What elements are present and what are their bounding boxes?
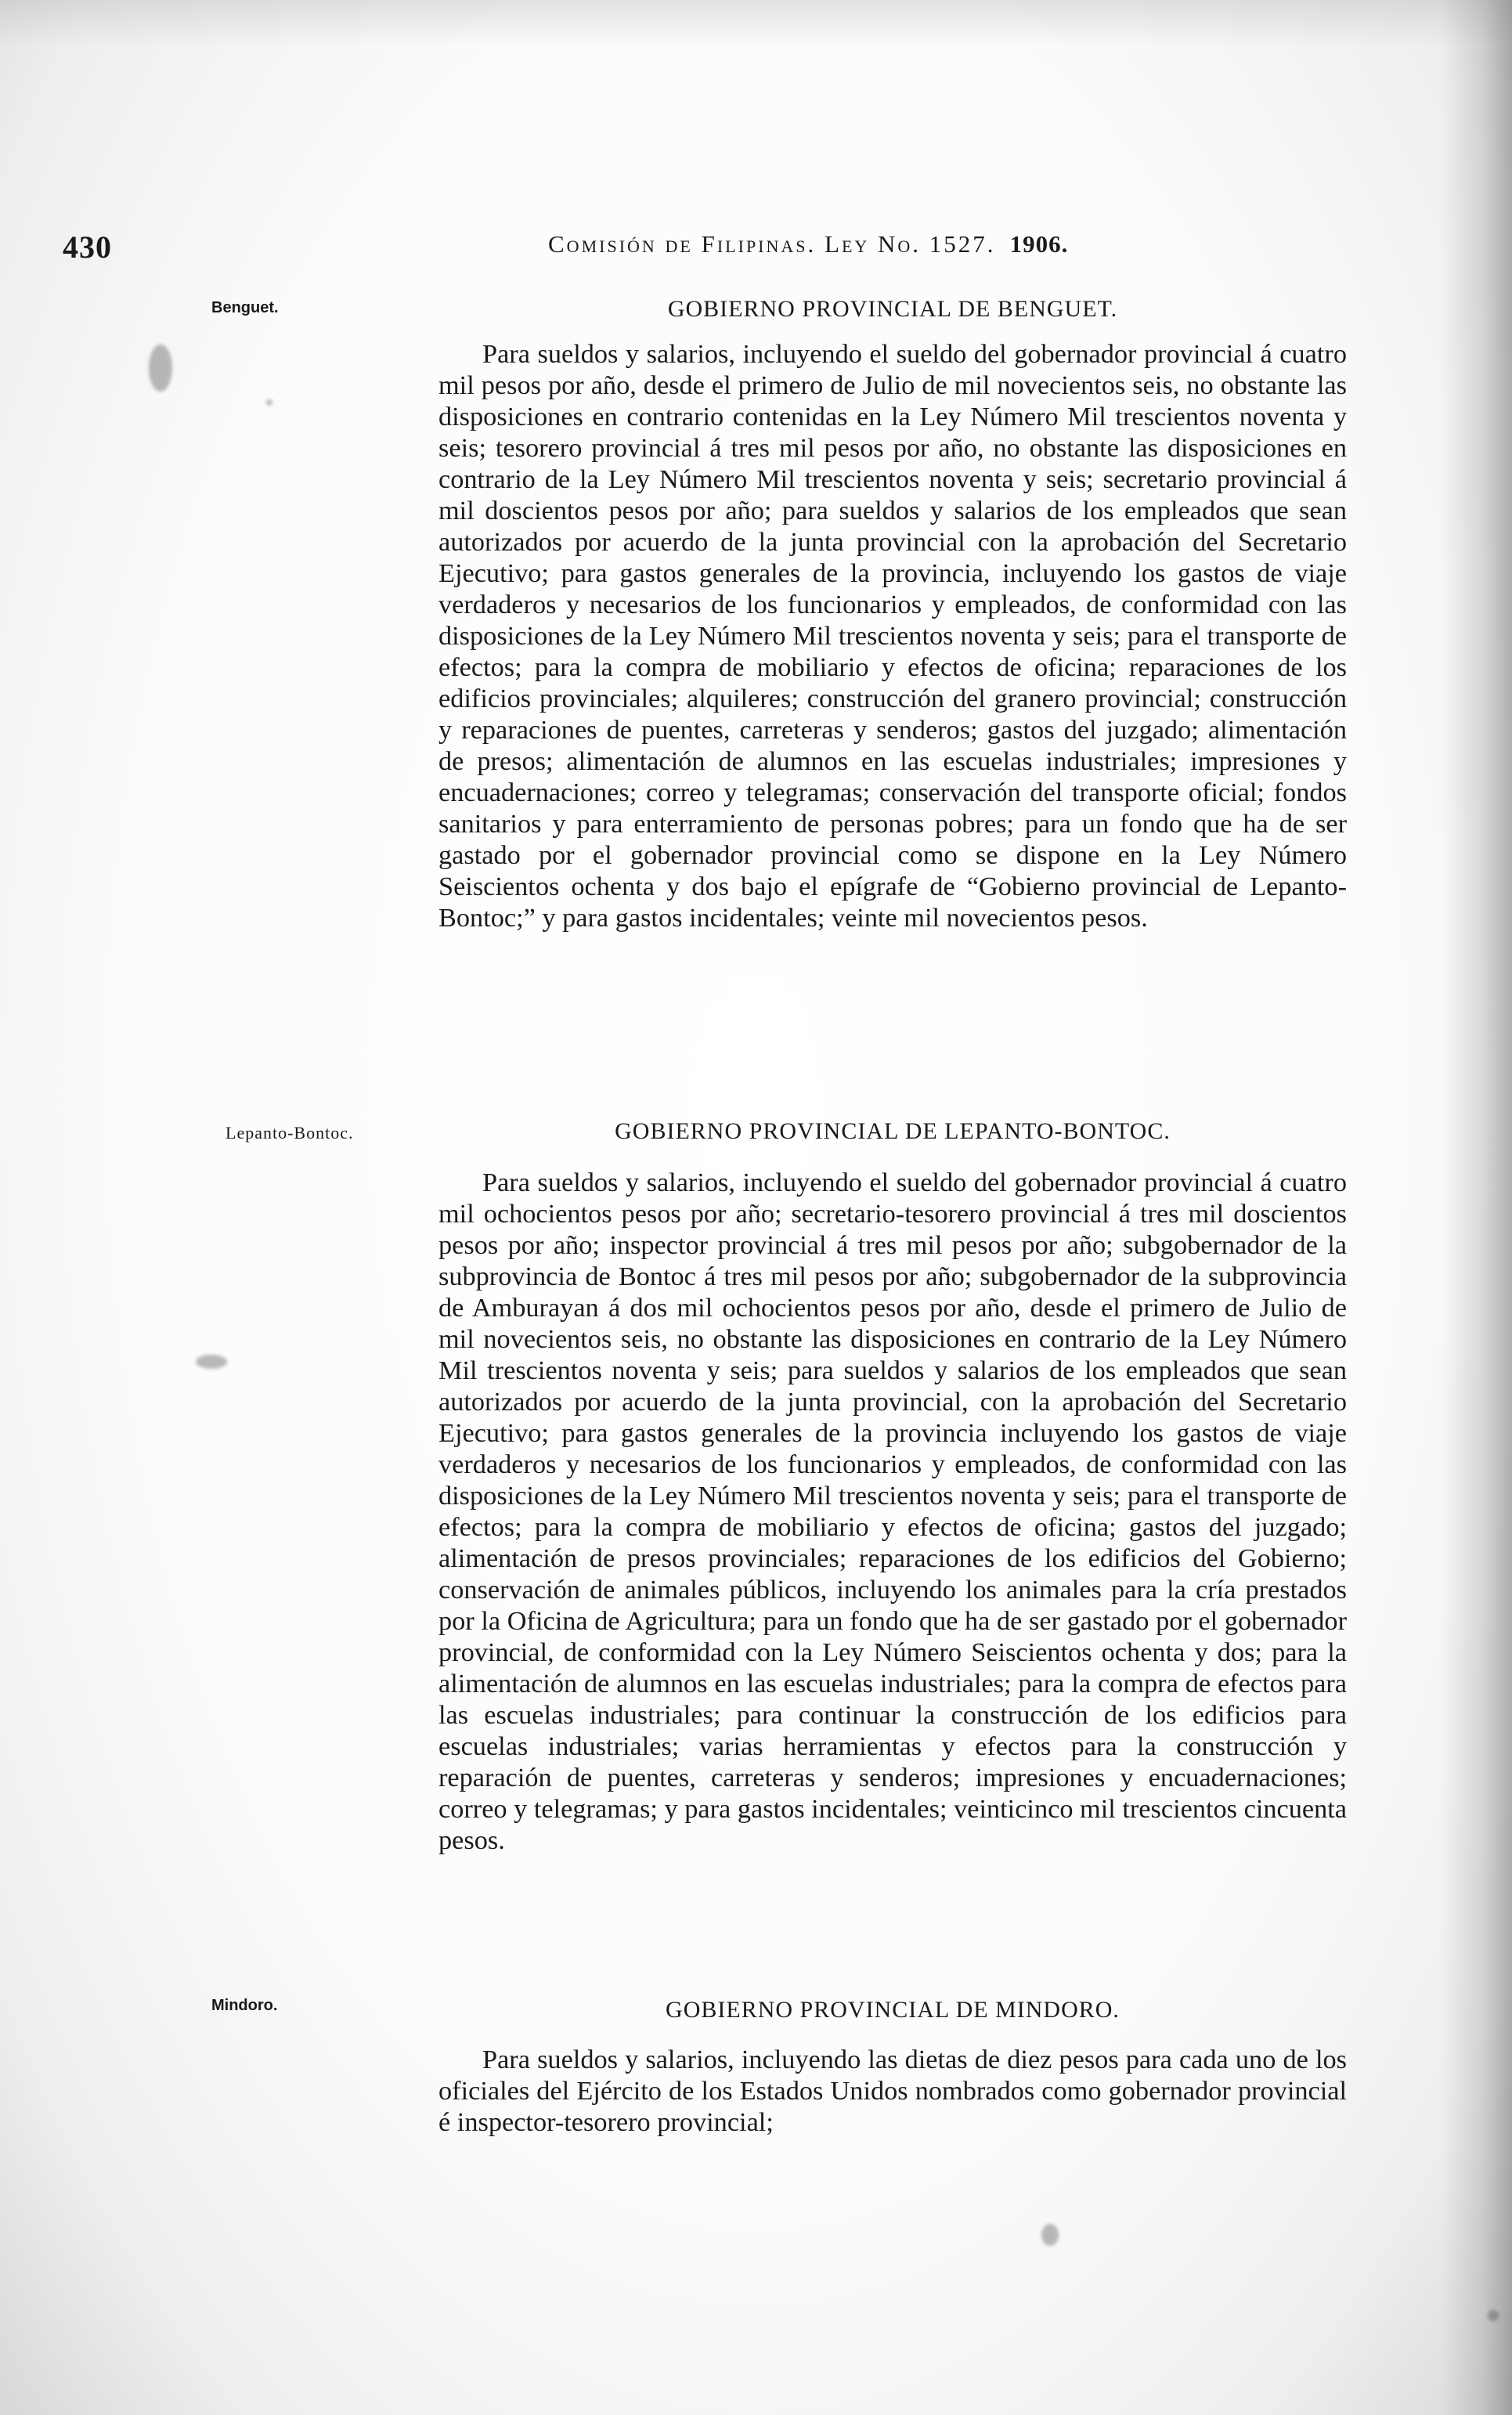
scan-speck [196, 1355, 227, 1369]
section-heading-lepanto-bontoc: GOBIERNO PROVINCIAL DE LEPANTO-BONTOC. [615, 1118, 1171, 1144]
page-shadow-top [0, 0, 1512, 47]
section-body-benguet: Para sueldos y salarios, incluyendo el sueldo del gobernador provincial á cuatro mil pesos por año, desde el primero de Julio de mil novecientos seis, no obstante las disposiciones en contrario contenidas en la Ley Número Mil trescientos noventa y seis; tesorero provincial á tres mil pesos por año, no obstante las disposiciones en contrario de la Ley Número Mil trescientos noventa y seis; secretario provincial á mil doscientos pesos por año; para sueldos y salarios de los empleados que sean autorizados por acuerdo de la junta provincial con la aprobación del Secretario Ejecutivo; para gastos generales de la provincia, incluyendo los gastos de viaje verdaderos y necesarios de los funcionarios y empleados, de conformidad con las disposiciones de la Ley Número Mil trescientos noventa y seis; para el transporte de efectos; para la compra de mobiliario y efectos de oficina; reparaciones de los edificios provinciales; alquileres; construcción del granero provincial; construcción y reparaciones de puentes, carreteras y senderos; gastos del juzgado; alimentación de presos; alimentación de alumnos en las escuelas industriales; impresiones y encuadernaciones; correo y telegramas; conservación del transporte oficial; fondos sanitarios y para enterramiento de personas pobres; para un fondo que ha de ser gastado por el gobernador provincial como se dispone en la Ley Número Seiscientos ochenta y dos bajo el epígrafe de “Gobierno provincial de Lepanto-Bontoc;” y para gastos incidentales; veinte mil novecientos pesos. [438, 339, 1347, 933]
running-head [548, 230, 1068, 258]
scan-speck [1488, 2310, 1499, 2321]
scan-speck [1041, 2224, 1059, 2246]
margin-note-mindoro: Mindoro. [211, 1997, 278, 2014]
section-body-lepanto-bontoc: Para sueldos y salarios, incluyendo el sueldo del gobernador provincial á cuatro mil ochocientos pesos por año; secretario-tesorero provincial á tres mil doscientos pesos por año; inspector provincial á tres mil pesos por año; subgobernador de la subprovincia de Bontoc á tres mil pesos por año; subgobernador de la subprovincia de Amburayan á dos mil ochocientos pesos por año, desde el primero de Julio de mil novecientos seis, no obstante las disposiciones en contrario de la Ley Número Mil trescientos noventa y seis; para sueldos y salarios de los empleados que sean autorizados por acuerdo de la junta provincial, con la aprobación del Secretario Ejecutivo; para gastos generales de la provincia incluyendo los gastos de viaje verdaderos y necesarios de los funcionarios y empleados, de conformidad con las disposiciones de la Ley Número Mil trescientos noventa y seis; para el transporte de efectos; para la compra de mobiliario y efectos de oficina; gastos del juzgado; alimentación de presos provinciales; reparaciones de los edificios del Gobierno; conservación de animales públicos, incluyendo los animales para la cría prestados por la Oficina de Agricultura; para un fondo que ha de ser gastado por el gobernador provincial, de conformidad con la Ley Número Seiscientos ochenta y dos; para la alimentación de alumnos en las escuelas industriales; para la compra de efectos para las escuelas industriales; para continuar la construcción de los edificios para escuelas industriales; varias herramientas y efectos para la construcción y reparación de puentes, carreteras y senderos; impresiones y encuadernaciones; correo y telegramas; y para gastos incidentales; veinticinco mil trescientos cincuenta pesos. [438, 1168, 1347, 1855]
margin-note-lepanto-bontoc: Lepanto-Bontoc. [226, 1123, 354, 1143]
running-head-year: 1906. [1009, 230, 1069, 258]
section-heading-benguet: GOBIERNO PROVINCIAL DE BENGUET. [667, 296, 1118, 322]
running-head-text: Comisión de Filipinas. Ley No. 1527. [548, 230, 996, 258]
section-body-mindoro: Para sueldos y salarios, incluyendo las dietas de diez pesos para cada uno de los oficiales del Ejército de los Estados Unidos nombrados como gobernador provincial é inspector-tesorero provincial; [438, 2045, 1347, 2137]
scan-speck [149, 345, 172, 392]
page-number: 430 [63, 229, 112, 265]
section-heading-mindoro: GOBIERNO PROVINCIAL DE MINDORO. [666, 1997, 1120, 2023]
scan-speck [266, 399, 272, 406]
margin-note-benguet: Benguet. [211, 299, 279, 316]
page-header [63, 229, 1284, 265]
page-shadow-right [1442, 0, 1512, 2415]
